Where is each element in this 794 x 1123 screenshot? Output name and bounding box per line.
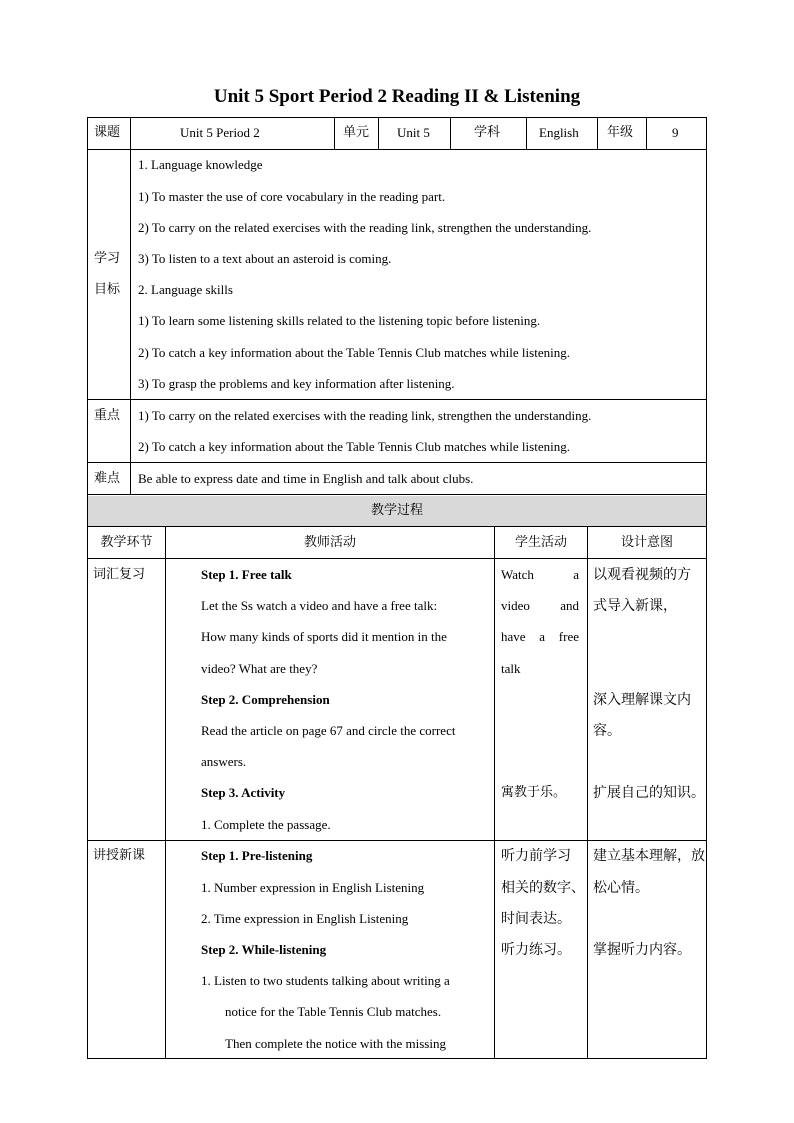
table-border (706, 494, 707, 1059)
step-text: 1. Listen to two students talking about writing a (201, 973, 450, 988)
table-divider (87, 558, 707, 559)
col-design-header: 设计意图 (620, 535, 673, 550)
step-title: Step 1. Free talk (201, 567, 292, 582)
student-activity-line: 相关的数字、 (501, 880, 585, 896)
step-text: 1. Number expression in English Listening (201, 880, 425, 895)
goal-item: 2. Language skills (138, 282, 233, 297)
step-text: Read the article on page 67 and circle the correct (201, 723, 456, 738)
student-activity-line (501, 567, 579, 583)
page-title: Unit 5 Sport Period 2 Reading II & Listening (213, 86, 581, 107)
student-activity-line (501, 598, 579, 614)
goal-item: 1. Language knowledge (138, 157, 263, 172)
word: a (539, 629, 546, 644)
step-title: Step 1. Pre-listening (201, 848, 313, 863)
col-stage-header: 教学环节 (100, 535, 153, 550)
difficulty-label: 难点 (94, 471, 121, 486)
goal-item: 2) To catch a key information about the Table Tennis Club matches while listening. (138, 345, 570, 360)
step-title: Step 3. Activity (201, 785, 286, 800)
student-activity-line: talk (501, 661, 521, 676)
key-points-label: 重点 (94, 408, 121, 423)
word: Watch (501, 567, 534, 582)
table-divider (87, 462, 707, 463)
table-divider (165, 526, 166, 1059)
ke-ti-value: Unit 5 Period 2 (180, 125, 260, 140)
goal-item: 3) To listen to a text about an asteroid is coming. (138, 251, 392, 266)
ke-ti-label: 课题 (94, 125, 121, 140)
goal-item: 3) To grasp the problems and key information after listening. (138, 376, 455, 391)
difficulty-text: Be able to express date and time in English and talk about clubs. (138, 471, 474, 486)
step-text: answers. (201, 754, 247, 769)
table-divider (87, 399, 707, 400)
design-line: 式导入新课， (593, 598, 677, 614)
student-activity-line (501, 629, 579, 645)
process-section-title: 教学过程 (370, 503, 423, 518)
design-line: 掌握听力内容。 (593, 942, 691, 958)
table-divider (646, 117, 647, 149)
xue-ke-value: English (539, 125, 579, 140)
table-divider (87, 494, 707, 495)
table-divider (587, 526, 588, 1059)
word: a (573, 567, 579, 582)
table-divider (378, 117, 379, 149)
table-divider (526, 117, 527, 149)
student-activity-line: 听力练习。 (501, 942, 571, 958)
step-title: Step 2. Comprehension (201, 692, 330, 707)
table-divider (494, 526, 495, 1059)
goal-item: 1) To learn some listening skills related to the listening topic before listening. (138, 313, 541, 328)
stage-vocab-review: 词汇复习 (93, 567, 146, 582)
design-line: 以观看视频的方 (593, 567, 691, 583)
dan-yuan-label: 单元 (343, 125, 370, 140)
step-text: 2. Time expression in English Listening (201, 911, 409, 926)
col-teacher-header: 教师活动 (303, 535, 356, 550)
table-border (87, 494, 88, 1059)
step-text: 1. Complete the passage. (201, 817, 331, 832)
design-line: 容。 (593, 723, 621, 739)
student-activity-line: 寓教于乐。 (501, 785, 567, 800)
goal-item: 1) To master the use of core vocabulary in the reading part. (138, 189, 446, 204)
student-activity-line: 时间表达。 (501, 911, 571, 927)
word: and (560, 598, 579, 613)
table-divider (450, 117, 451, 149)
key-point-item: 1) To carry on the related exercises with the reading link, strengthen the understanding. (138, 408, 592, 423)
step-text: video? What are they? (201, 661, 318, 676)
xue-ke-label: 学科 (474, 125, 501, 140)
col-student-header: 学生活动 (514, 535, 567, 550)
step-text: How many kinds of sports did it mention in the (201, 629, 447, 644)
nian-ji-label: 年级 (607, 125, 634, 140)
table-divider (130, 117, 131, 495)
design-line: 松心情。 (593, 880, 649, 896)
dan-yuan-value: Unit 5 (397, 125, 430, 140)
step-text: Then complete the notice with the missing (225, 1036, 446, 1051)
table-divider (597, 117, 598, 149)
goals-label-1: 学习 (94, 251, 121, 266)
goals-label-2: 目标 (94, 282, 121, 297)
goal-item: 2) To carry on the related exercises with the reading link, strengthen the understanding. (138, 220, 592, 235)
word: free (558, 629, 579, 644)
design-line: 建立基本理解，放 (593, 848, 705, 864)
table-divider (87, 840, 707, 841)
word: have (501, 629, 526, 644)
table-divider (87, 526, 707, 527)
key-point-item: 2) To catch a key information about the Table Tennis Club matches while listening. (138, 439, 570, 454)
table-border (87, 117, 707, 118)
table-divider (87, 149, 707, 150)
student-activity-line: 听力前学习 (501, 848, 571, 864)
table-border (706, 117, 707, 495)
design-line: 扩展自己的知识。 (593, 785, 705, 801)
nian-ji-value: 9 (672, 125, 679, 140)
table-divider (334, 117, 335, 149)
word: video (501, 598, 530, 613)
stage-new-lesson: 讲授新课 (93, 848, 146, 863)
step-text: notice for the Table Tennis Club matches. (225, 1004, 442, 1019)
design-line: 深入理解课文内 (593, 692, 691, 708)
step-text: Let the Ss watch a video and have a free talk: (201, 598, 438, 613)
table-border (87, 1058, 707, 1059)
table-border (87, 117, 88, 495)
step-title: Step 2. While-listening (201, 942, 327, 957)
